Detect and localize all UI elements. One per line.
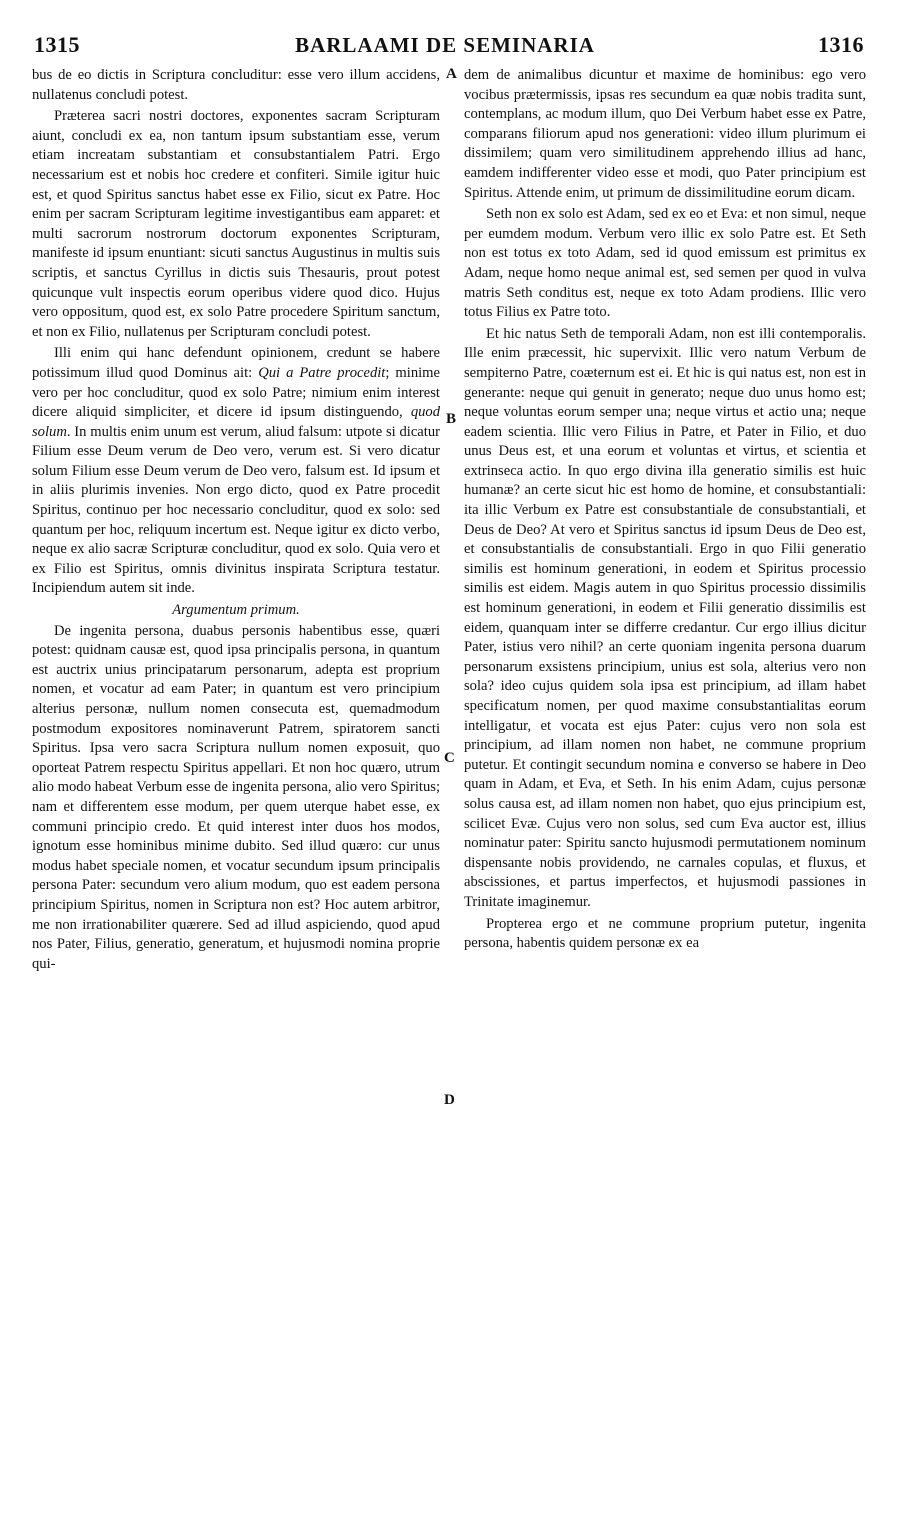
paragraph: Præterea sacri nostri doctores, exponentes sacram Scripturam aiunt, concludi ex ea, non tantum ipsum substantiam esse, verum etiam increatam substantiam et consubstantialem Patri. Ergo necessarium est et nobis hoc credere et confiteri. Simile igitur huic est, et quod Spiritus sanctus habet esse ex Filio, sicut ex Patre. Hoc enim per sacram Scripturam legitime investigantibus eam apparet: et multi sacrorum nostrorum doctorum exponentes Scripturam, manifeste id ipsum enuntiant: sicuti sanctus Augustinus in multis suis scriptis, et sanctus Cyrillus in dictis suis Thesauris, prout potest quicunque vult inspectis eorum operibus videre quod dico. Hujus vero oppositum, quod est, ex solo Patre procedere Spiritum sanctum, et non ex Filio, nullatenus per Scripturam concludi potest.	[32, 108, 440, 340]
quotation: Qui a Patre procedit	[258, 364, 386, 381]
paragraph: Et hic natus Seth de temporali Adam, non est illi contemporalis. Ille enim præcessit, hic supervixit. Illic vero natum Verbum de sempiterno Patre, coæternum est ei. Et hic is qui natus est, non est in generante: neque qui genuit in generato; neque duo unus homo est; neque voluntas eorum semper una; neque virtus et actio una; neque eadem scientia. Illic vero Filius in Patre, et Pater in Filio, et duo unus Deus est, et una eorum et voluntas et virtus, et scientia et extrinseca actio. In quo ergo divina illa generatio similis est huic humanæ? an certe sicut hic est homo de homine, et consubstantiali: ita illic Verbum ex Patre est consubstantiale de consubstantiali, et Deus de Deo? At vero et Spiritus sanctus id ipsum Deus de Deo est, et consubstantialis de consubstantiali. Ergo in quo Filii generatio similis est hominum generationi, in eodem et Spiritus processio similis est eidem. Magis autem in quo Spiritus processio dissimilis est hominum generationi, in eodem et Filii generatio dissimilis est eidem, quanquam inter se differre credantur. Cur ergo illius dicitur Pater, istius vero nihil? an certe quoniam ingenita persona duarum personarum exsistens principium, unius est sola, alterius vero non sola? ideo cujus quidem sola ipsa est principium, ad illam habet specificatum nomen, per quod maxime consubstantialitas eorum intelligatur, et vocata est ejus Pater: cujus vero non sola est principium, ad illam nomen non habet, ne commune proprium putetur. Et contingit secundum nomina e converso se habere in Deo quam in Adam, et Eva, et Seth. In his enim Adam, cujus personæ solus causa est, ad illam nomen non habet, quo ejus principium est, scilicet Evæ. Cujus vero non solus, sed cum Eva auctor est, illius nominatur pater: Spiritu sancto hujusmodi permutationem nominum dispensante nobis providendo, ne carnales copulas, et fluxus, et abscissiones, et partus imperfectos, et hujusmodi passiones in Trinitate imaginemur.	[464, 325, 866, 910]
text-run: Illi enim qui hanc defendunt opinionem, credunt se habere potissimum illud quod Dominus ait:	[32, 345, 440, 381]
paragraph	[32, 344, 440, 599]
paragraph: bus de eo dictis in Scriptura concluditur: esse vero illum accidens, nullatenus concludi potest.	[32, 67, 440, 103]
margin-marker-d: D	[444, 1092, 455, 1108]
page-header	[26, 32, 864, 62]
quotation: quod solum	[32, 404, 440, 440]
paragraph: De ingenita persona, duabus personis habentibus esse, quæri potest: quidnam causæ est, quod ipsa principalis persona, in quantum est auctrix unius principatarum personarum, adepta est proprium nomen, et vocatur ad eam Pater; in quantum est vero principium alterius personæ, nullum nomen consecuta est, quemadmodum postmodum expositores nominaverunt Patrem, spiratorem sancti Spiritus. Ipsa vero sacra Scriptura nullum nomen exposuit, quo oporteat Patrem respectu Spiritus appellari. Et non hoc quæro, utrum alio modo habeat Verbum esse de ingenita persona, alio vero Spiritus; nam et differentem esse modum, per quem uterque habet esse, ex communi principio credo. Et quid interest inter duos hos modos, ignotum esse hominibus minime dubito. Sed illud quæro: cur unus modus habet speciale nomen, et vocatur secundum ipsum principalis persona Pater: secundum vero alium modum, quo est eadem persona principium Spiritus, nomen in Scriptura non est? Hoc autem arbitror, me non irrationabiliter quærere. Sed ad illud aspiciendo, quod apud nos Pater, Filius, generatio, generatum, et hujusmodi nomina proprie qui-	[32, 622, 440, 972]
paragraph: Seth non ex solo est Adam, sed ex eo et Eva: et non simul, neque per eumdem modum. Verbum vero illic ex solo Patre est. Et Seth non est totus ex toto Adam, sed id quod emissum est primitus ex Adam, neque homo neque animal est, sed semen per quod in vulva matris Seth conditus est, neque ex toto Adam prodiens. Illic vero totus Filius ex Patre toto.	[464, 206, 866, 321]
paragraph: Propterea ergo et ne commune proprium putetur, ingenita persona, habentis quidem personæ ex ea	[464, 915, 866, 952]
margin-marker-a: A	[446, 66, 457, 82]
page-number-right: 1316	[818, 32, 864, 57]
section-heading: Argumentum primum.	[172, 602, 300, 619]
left-column	[32, 66, 440, 974]
margin-marker-c: C	[444, 750, 455, 766]
running-title: BARLAAMI DE SEMINARIA	[295, 33, 595, 57]
text-run: ; minime vero per hoc concluditur, quod ex solo Patre; nimium enim interest dicere aliquid simpliciter, et dicere id ipsum distinguendo,	[32, 364, 440, 421]
right-column	[464, 66, 866, 954]
text-run: . In multis enim unum est verum, aliud falsum: utpote si dicatur Filium esse Deum verum de Deo vero, verum est. Si vero dicatur solum Filium esse Deum verum de Deo vero, falsum est. Id ipsum et in aliis plurimis invenies. Non ergo dicto, quod ex Patre procedit Spiritus, continuo per hoc necessario concluditur, quod ex solo: sed quantum per hoc, reliquum incertum est. Neque igitur ex dicto verbo, neque ex alio sacræ Scripturæ concluditur, quod ex solo. Quia vero et ex Filio est Spiritus, omnis divinitus inspirata Scriptura testatur. Incipiendum autem sit inde.	[32, 423, 440, 597]
paragraph: dem de animalibus dicuntur et maxime de hominibus: ego vero vocibus prætermissis, ipsas res secundum ea quæ nobis tradita sunt, contemplans, ac modum illum, quo Dei Verbum habet esse ex Patre, comparans filiorum apud nos generationi: video illum plurimum ei dissimilem; quam vero similitudinem apprehendo illius ad hanc, eamdem indifferenter video esse et modi, quo Pater principium est Spiritus. Attende enim, ut primum de dissimilitudine eorum dicam.	[464, 67, 866, 201]
page-number-left: 1315	[34, 32, 80, 57]
margin-marker-b: B	[446, 411, 457, 427]
